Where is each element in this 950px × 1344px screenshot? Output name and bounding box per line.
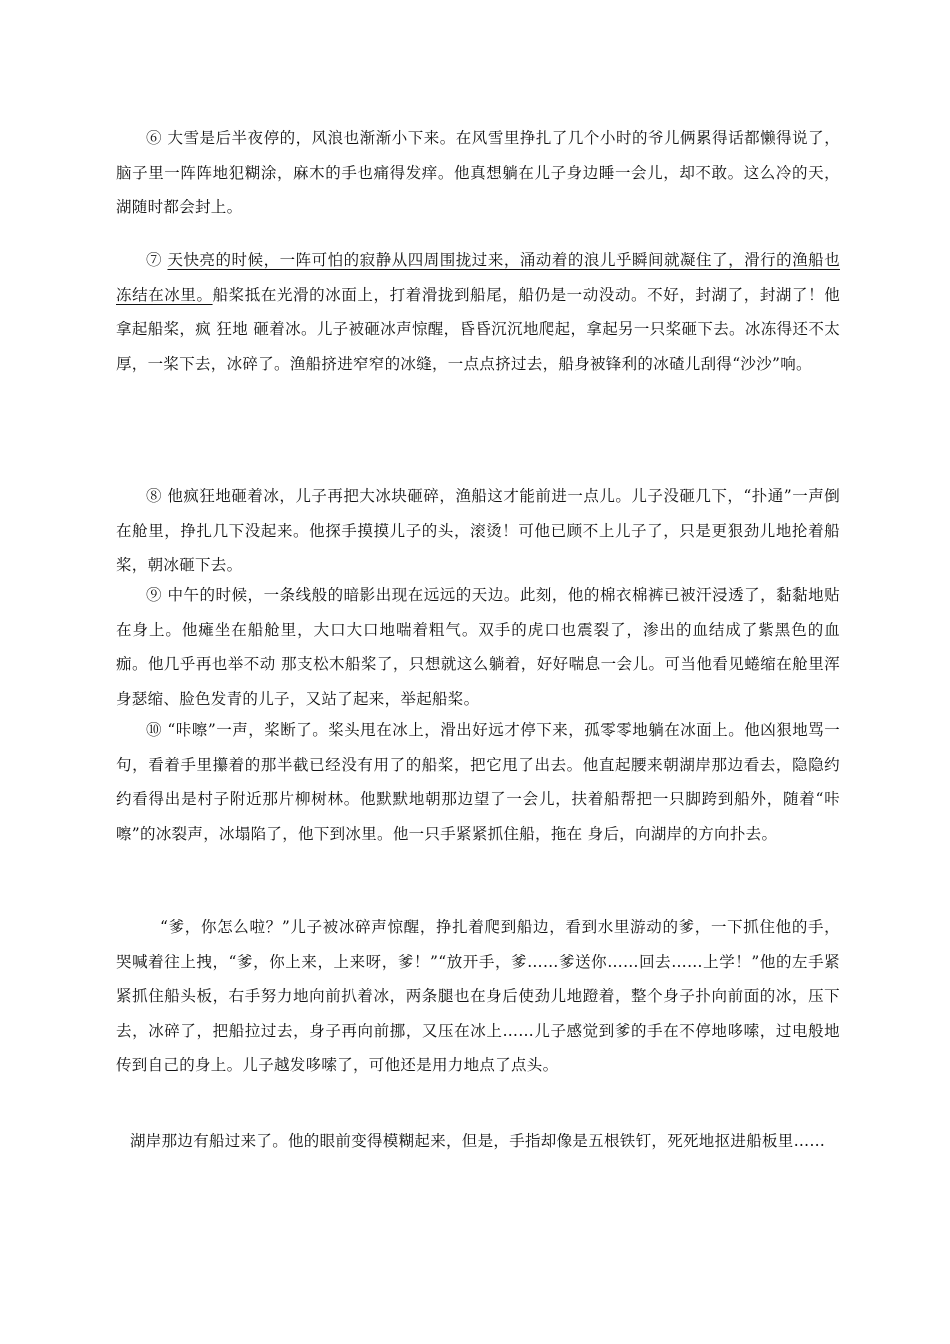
paragraph-9: ⑨ 中午的时候，一条线般的暗影出现在远远的天边。此刻，他的棉衣棉裤已被汗浸透了，黏黏地贴在身上。他瘫坐在船舱里，大口大口地喘着粗气。双手的虎口也震裂了，渗出的血结成了紫黑色的血痂。他几乎再也举不动 那支松木船桨了，只想就这么躺着，好好喘息一会儿。可当他看见蜷缩在舱里浑身瑟缩、脸色发青的儿子，又站了起来，举起船桨。	[116, 586, 840, 708]
paragraph-6: ⑥ 大雪是后半夜停的，风浪也渐渐小下来。在风雪里挣扎了几个小时的爷儿俩累得话都懒得说了，脑子里一阵阵地犯糊涂，麻木的手也痛得发痒。他真想躺在儿子身边睡一会儿，却不敢。这么冷的天，湖随时都会封上。	[116, 129, 840, 216]
paragraph-8: ⑧ 他疯狂地砸着冰，儿子再把大冰块砸碎，渔船这才能前进一点儿。儿子没砸几下，“扑通”一声倒在舱里，挣扎几下没起来。他探手摸摸儿子的头，滚烫！可他已顾不上儿子了，只是更狠劲儿地抡着船桨，朝冰砸下去。	[116, 487, 840, 574]
paragraph-10: ⑩ “咔嚓”一声，桨断了。桨头甩在冰上，滑出好远才停下来，孤零零地躺在冰面上。他凶狠地骂一句，看着手里攥着的那半截已经没有用了的船桨，把它甩了出去。他直起腰来朝湖岸那边看去，隐隐约约看得出是村子附近那片柳树林。他默默地朝那边望了一会儿，扶着船帮把一只脚跨到船外，随着“咔嚓”的冰裂声，冰塌陷了，他下到冰里。他一只手紧紧抓住船，拖在 身后，向湖岸的方向扑去。	[116, 721, 840, 843]
paragraph-7-underlined-sentence: 天快亮的时候，一阵可怕的寂静从四周围拢过来，涌动着的浪儿乎瞬间就凝住了，滑行的渔船也冻结在冰里。	[116, 251, 840, 304]
paragraph-7-rest: 船桨抵在光滑的冰面上，打着滑拢到船尾，船仍是一动没动。不好，封湖了，封湖了！他拿起船桨，疯 狂地 砸着冰。儿子被砸冰声惊醒，昏昏沉沉地爬起，拿起另一只桨砸下去。冰冻得还不太厚，一桨下去，冰碎了。渔船挤进窄窄的冰缝，一点点挤过去，船身被锋利的冰碴儿刮得“沙沙”响。	[116, 285, 840, 373]
paragraph-11-dialogue: “爹，你怎么啦？”儿子被冰碎声惊醒，挣扎着爬到船边，看到水里游动的爹，一下抓住他的手，哭喊着往上拽，“爹，你上来，上来呀，爹！”“放开手，爹……爹送你……回去……上学！”他的左手紧紧抓住船头板，右手努力地向前扒着冰，两条腿也在身后使劲儿地蹬着，整个身子扑向前面的冰，压下去，冰碎了，把船拉过去，身子再向前挪，又压在冰上……儿子感觉到爹的手在不停地哆嗦，过电般地传到自己的身上。儿子越发哆嗦了，可他还是用力地点了点头。	[116, 918, 840, 1074]
paragraph-7-number: ⑦	[146, 251, 168, 269]
paragraph-7	[116, 243, 840, 381]
paragraph-12-ending: 湖岸那边有船过来了。他的眼前变得模糊起来，但是，手指却像是五根铁钉，死死地抠进船板里……	[130, 1132, 826, 1150]
